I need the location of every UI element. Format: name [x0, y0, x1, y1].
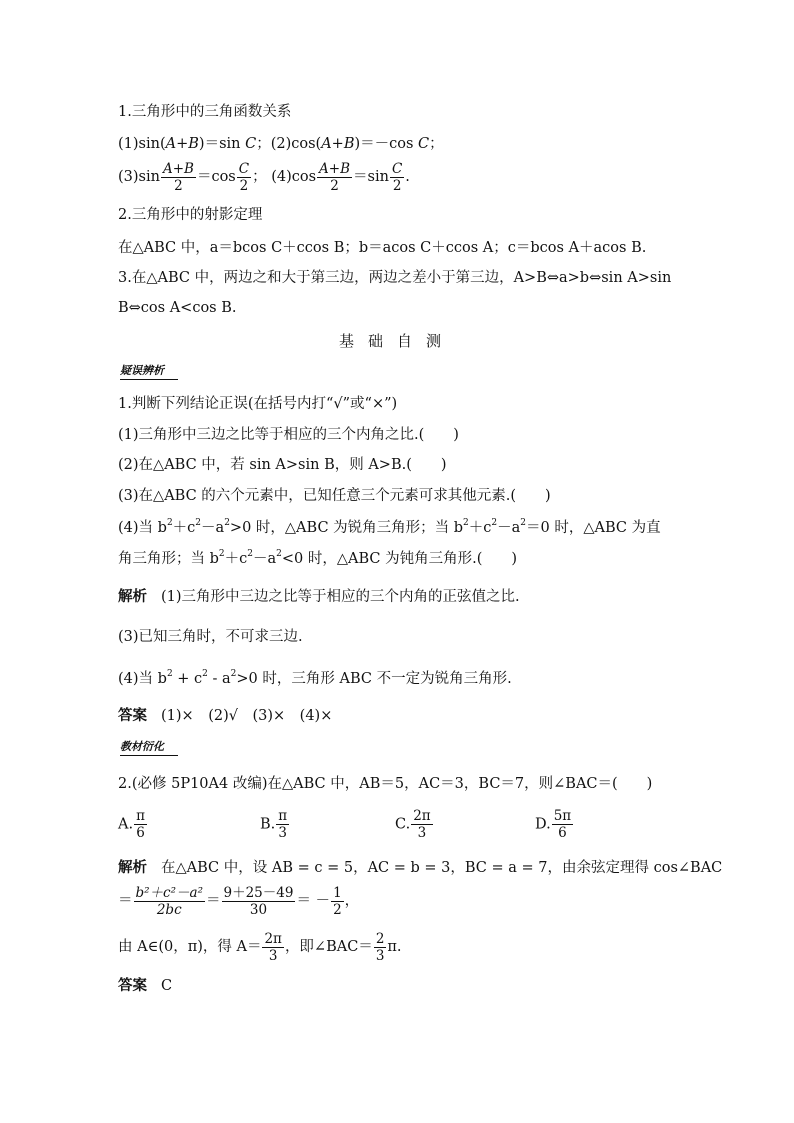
section2-title: 2.三角形中的射影定理	[118, 207, 263, 223]
section-heading: 基础自测	[338, 332, 455, 350]
q1-statement-3: (3)在△ABC 的六个元素中，已知任意三个元素可求其他元素.( )	[118, 488, 551, 504]
trig-relation-line2: (3)sin $\frac{A+B}{2}$ ＝cos $\frac{C}{2}$ ； (4)cos $\frac{A+B}{2}$ ＝sin $\frac{C}{2}$ .	[118, 160, 410, 194]
fraction: $\frac{A+B}{2}$	[162, 160, 194, 194]
tag-textbook: 教材衍化	[120, 738, 178, 756]
section3-line2: B⇔cos A<cos B.	[118, 300, 237, 316]
q1-answer: 答案 (1)× (2)√ (3)× (4)×	[118, 708, 333, 724]
q2-option-a: A. $\frac{\pi}{6}$	[118, 808, 145, 841]
fraction: $\frac{A+B}{2}$	[319, 160, 351, 194]
q1-analysis-4: (4)当 $b^2 + c^2 - a^2>0$ 时，三角形 ABC 不一定为锐角三角形.	[118, 669, 512, 687]
q1-statement-1: (1)三角形中三边之比等于相应的三个内角之比.( )	[118, 427, 459, 443]
section3-line1: 3.在△ABC 中，两边之和大于第三边，两边之差小于第三边，A>B⇔a>b⇔sin A>sin	[118, 270, 672, 286]
fraction: $\frac{C}{2}$	[391, 160, 403, 194]
q2-solution-line1: 解析 在△ABC 中，设 AB = c = 5，AC = b = 3，BC = a = 7，由余弦定理得 cos∠BAC	[118, 860, 723, 876]
q2-option-c: C. $\frac{2\pi}{3}$	[395, 808, 431, 841]
q2-stem: 2.(必修 5P10A4 改编)在△ABC 中，AB＝5，AC＝3，BC＝7，则∠BAC＝( )	[118, 776, 653, 792]
analysis-label: 解析	[118, 589, 147, 605]
projection-formula: 在△ABC 中，a＝bcos C＋ccos B；b＝acos C＋ccos A；c＝bcos A＋acos B.	[118, 240, 647, 256]
section1-title: 1.三角形中的三角函数关系	[118, 104, 292, 120]
answer-label: 答案	[118, 708, 147, 724]
q1-analysis-1: 解析 (1)三角形中三边之比等于相应的三个内角的正弦值之比.	[118, 589, 520, 605]
q1-statement-4-line2: 角三角形；当 $b^2+c^2-a^2<0$ 时，△ABC 为钝角三角形.( )	[118, 549, 518, 567]
tag-misconception: 疑误辨析	[120, 362, 178, 380]
q2-answer: 答案 C	[118, 978, 173, 994]
q1-stem: 1.判断下列结论正误(在括号内打“√”或“×”)	[118, 396, 398, 412]
q1-statement-4-line1: (4)当 $b^2+c^2-a^2>0$ 时，△ABC 为锐角三角形；当 $b^2+c^2-a^2=0$ 时，△ABC 为直	[118, 518, 661, 536]
q2-solution-line3: 由 A∈(0，π)，得 A＝ $\frac{2\pi}{3}$ ，即∠BAC＝ $\frac{2}{3}$ π.	[118, 930, 402, 964]
q2-solution-line2: ＝ $\frac{\text{b²＋c²－a²}}{2bc}$ ＝ $\frac{9+25-49}{30}$ ＝ － $\frac{1}{2}$ ，	[118, 884, 360, 918]
trig-relation-line1: (1)sin(A+B)＝sin C；(2)cos(A+B)＝－cos C；	[118, 136, 444, 152]
q1-statement-2: (2)在△ABC 中，若 sin A>sin B，则 A>B.( )	[118, 457, 447, 473]
fraction: $\frac{C}{2}$	[238, 160, 250, 194]
analysis-label: 解析	[118, 860, 147, 876]
q2-option-b: B. $\frac{\pi}{3}$	[260, 808, 288, 841]
q2-option-d: D. $\frac{5\pi}{6}$	[535, 808, 572, 841]
q1-analysis-3: (3)已知三角时，不可求三边.	[118, 629, 303, 645]
answer-label: 答案	[118, 978, 147, 994]
